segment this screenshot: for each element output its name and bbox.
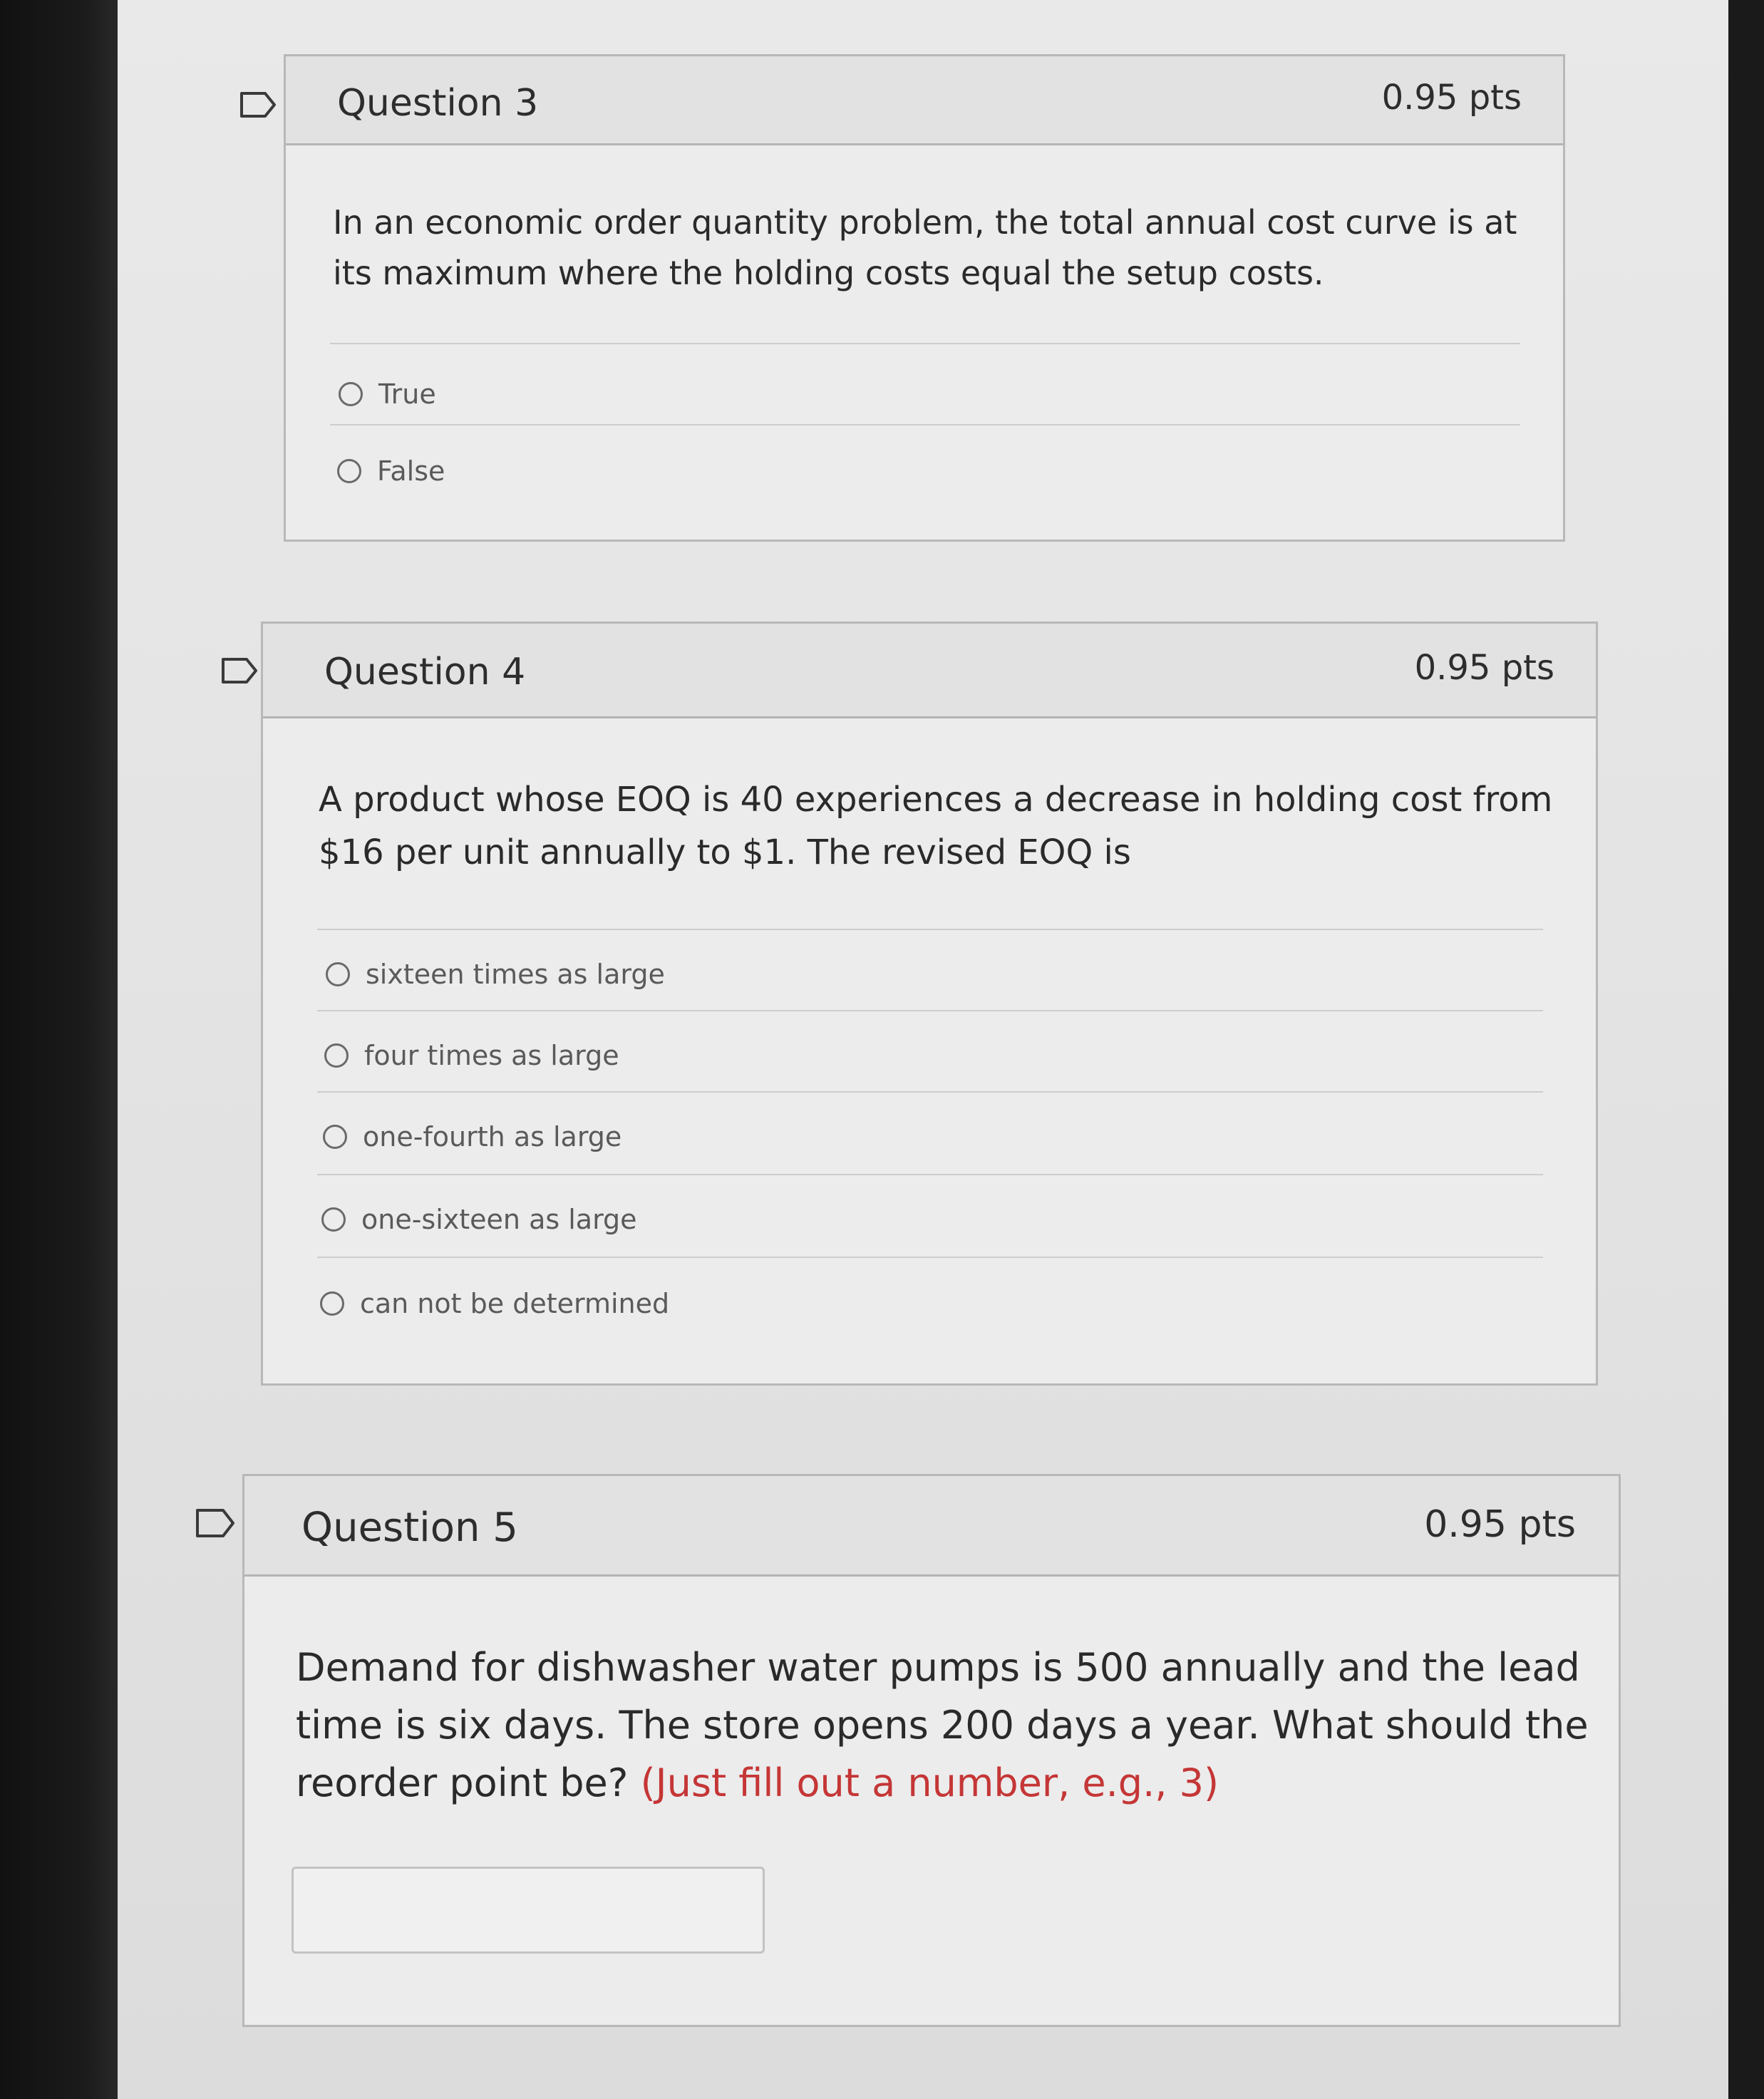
- question-title: Question 4: [324, 651, 526, 693]
- answer-option[interactable]: [326, 959, 665, 990]
- question-header: [286, 56, 1563, 145]
- answer-hint: (Just fill out a number, e.g., 3): [640, 1760, 1219, 1805]
- question-card-3: [284, 54, 1565, 542]
- answer-option[interactable]: [321, 1204, 637, 1235]
- answer-label: four times as large: [364, 1040, 619, 1071]
- answer-label: one-sixteen as large: [361, 1204, 637, 1235]
- question-card-5: [242, 1474, 1621, 2027]
- flag-question-icon[interactable]: [239, 91, 277, 118]
- question-body: Demand for dishwasher water pumps is 500 annually and the lead time is six days. The store opens 200 days a year. What should the reorder point be?: [296, 1645, 1589, 1805]
- question-text: A product whose EOQ is 40 experiences a decrease in holding cost from $16 per unit annually to $1. The revised EOQ is: [319, 780, 1553, 873]
- flag-question-icon[interactable]: [195, 1508, 232, 1535]
- device-bezel-left: [0, 0, 121, 2099]
- answer-label: sixteen times as large: [366, 959, 665, 990]
- radio-icon[interactable]: [320, 1291, 344, 1316]
- answer-option[interactable]: [337, 455, 445, 487]
- answer-label: True: [378, 378, 436, 410]
- question-points: 0.95 pts: [1414, 648, 1554, 688]
- option-divider: [317, 1091, 1543, 1093]
- question-points: 0.95 pts: [1424, 1503, 1576, 1546]
- radio-icon[interactable]: [326, 962, 350, 986]
- answer-option[interactable]: [339, 378, 436, 410]
- radio-icon[interactable]: [323, 1125, 347, 1149]
- option-divider: [317, 929, 1543, 930]
- question-title: Question 5: [301, 1505, 518, 1551]
- question-header: [263, 624, 1596, 718]
- answer-label: can not be determined: [360, 1288, 670, 1319]
- radio-icon[interactable]: [339, 382, 363, 406]
- answer-option[interactable]: [324, 1040, 619, 1071]
- question-text: [296, 1639, 1600, 1812]
- question-text: In an economic order quantity problem, the total annual cost curve is at its maximum where the holding costs equal the setup costs.: [333, 203, 1517, 293]
- radio-icon[interactable]: [324, 1043, 349, 1068]
- answer-label: one-fourth as large: [363, 1121, 622, 1152]
- option-divider: [317, 1257, 1543, 1258]
- option-divider: [330, 343, 1520, 344]
- answer-option[interactable]: [320, 1288, 669, 1319]
- device-bezel-right: [1728, 0, 1764, 2099]
- answer-label: False: [377, 455, 445, 487]
- numeric-answer-input[interactable]: [292, 1867, 765, 1954]
- radio-icon[interactable]: [337, 459, 361, 483]
- question-title: Question 3: [337, 82, 539, 125]
- option-divider: [317, 1174, 1543, 1175]
- option-divider: [330, 424, 1520, 426]
- answer-option[interactable]: [323, 1121, 621, 1152]
- question-header: [244, 1476, 1619, 1577]
- question-card-4: [261, 622, 1598, 1386]
- option-divider: [317, 1010, 1543, 1011]
- question-points: 0.95 pts: [1381, 78, 1522, 118]
- flag-question-icon[interactable]: [221, 657, 258, 684]
- radio-icon[interactable]: [321, 1207, 346, 1232]
